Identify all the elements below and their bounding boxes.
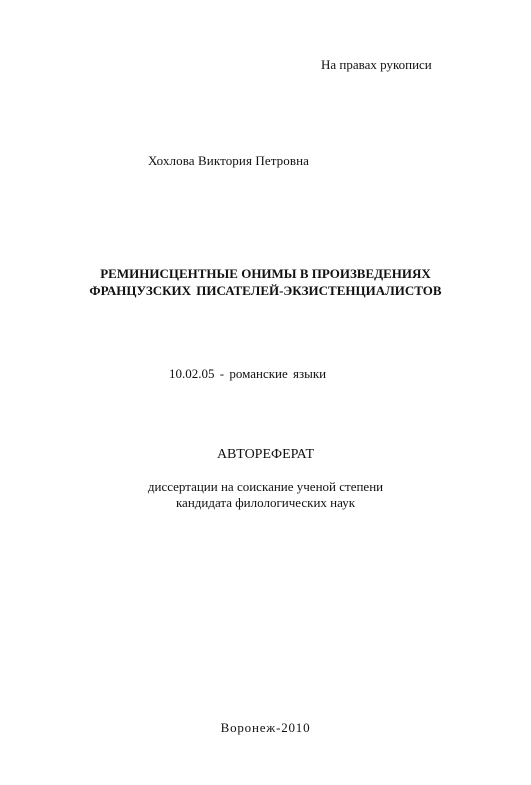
specialty-code: 10.02.05 - романские языки bbox=[169, 366, 327, 381]
title-line-2: ФРАНЦУЗСКИХ ПИСАТЕЛЕЙ-ЭКЗИСТЕНЦИАЛИСТОВ bbox=[89, 283, 442, 298]
place-and-year: Воронеж-2010 bbox=[220, 720, 311, 735]
title-line-1: РЕМИНИСЦЕНТНЫЕ ОНИМЫ В ПРОИЗВЕДЕНИЯХ bbox=[100, 266, 431, 281]
document-type: АВТОРЕФЕРАТ bbox=[216, 447, 315, 462]
author-name: Хохлова Виктория Петровна bbox=[148, 153, 310, 168]
document-description-line-1: диссертации на соискание ученой степени bbox=[147, 479, 384, 494]
rights-note: На правах рукописи bbox=[321, 57, 432, 72]
document-description-line-2: кандидата филологических наук bbox=[175, 495, 356, 510]
